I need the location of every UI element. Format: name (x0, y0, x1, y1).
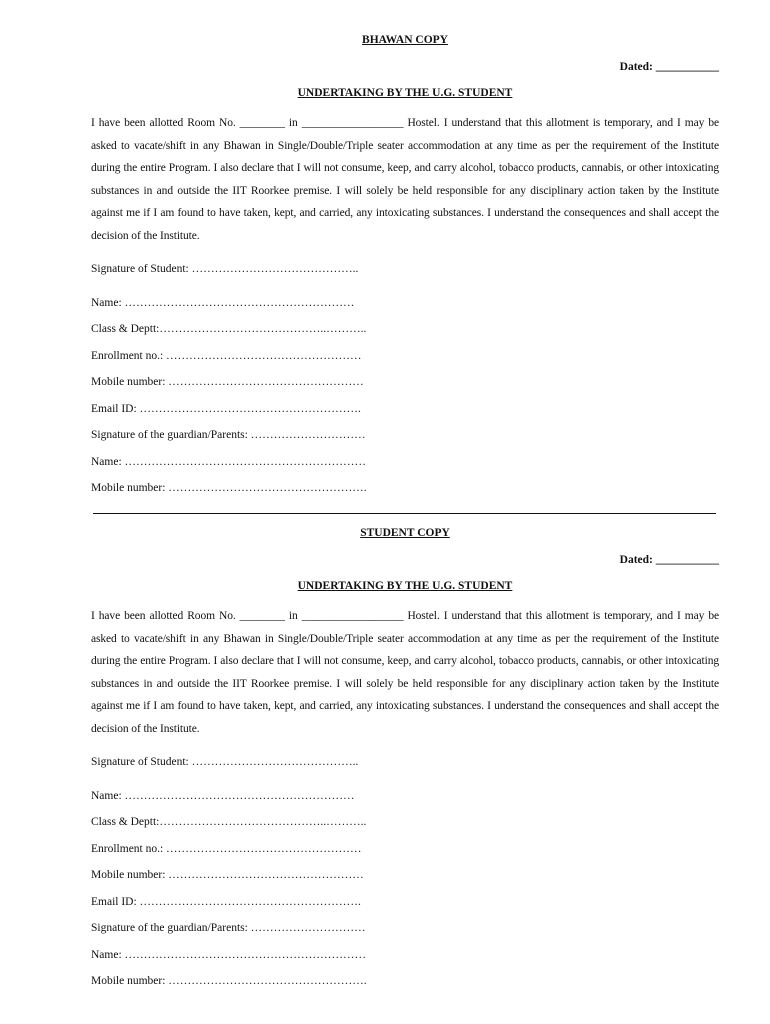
bhawan-undertaking-title: UNDERTAKING BY THE U.G. STUDENT (297, 87, 513, 99)
student-guardian-name-field: Name: ……………………………………………………… (91, 948, 367, 961)
bhawan-email-field: Email ID: …………………………………………………. (91, 402, 361, 415)
student-undertaking-text: I have been allotted Room No. ________ in __________________ Hostel. I understand that this allotment is temporary, and I may be asked to vacate/shift in any Bhawan in Single/Double/Triple seater accommodation at any time as per the requirement of the Institute during the entire Program. I also declare that I will not consume, keep, and carry alcohol, tobacco products, cannabis, or other intoxicating substances in and outside the IIT Roorkee premise. I will solely be held responsible for any disciplinary action taken by the Institute against me if I am found to have taken, kept, and carried, any intoxicating substances. I understand the consequences and shall accept the decision of the Institute. (91, 610, 719, 735)
bhawan-guardian-mobile-field: Mobile number: ……………………………………………. (91, 482, 367, 494)
bhawan-name-field: Name: …………………………………………………… (91, 296, 355, 309)
student-copy-title: STUDENT COPY (360, 527, 450, 539)
student-copy-section (91, 526, 719, 995)
student-signature-guardian: Signature of the guardian/Parents: ………………………… (91, 922, 366, 934)
bhawan-mobile-field: Mobile number: …………………………………………… (91, 376, 364, 388)
bhawan-guardian-name-field: Name: ……………………………………………………… (91, 455, 367, 468)
bhawan-class-deptt-field: Class & Deptt:……………………………………..……….. (91, 323, 367, 335)
student-mobile-field: Mobile number: …………………………………………… (91, 869, 364, 881)
student-email-field: Email ID: …………………………………………………. (91, 895, 361, 908)
student-name-field: Name: …………………………………………………… (91, 789, 355, 802)
bhawan-signature-student: Signature of Student: …………………………………….. (91, 263, 359, 275)
bhawan-enrollment-field: Enrollment no.: …………………………………………… (91, 349, 362, 362)
student-class-deptt-field: Class & Deptt:……………………………………..……….. (91, 816, 367, 828)
student-enrollment-field: Enrollment no.: …………………………………………… (91, 842, 362, 855)
student-undertaking-title: UNDERTAKING BY THE U.G. STUDENT (297, 580, 513, 592)
student-signature-student: Signature of Student: …………………………………….. (91, 756, 359, 768)
bhawan-copy-section (91, 33, 719, 502)
student-fields (91, 749, 719, 995)
bhawan-dated-field: Dated: ___________ (619, 61, 719, 73)
section-divider (93, 513, 716, 514)
bhawan-copy-title: BHAWAN COPY (362, 34, 448, 46)
bhawan-fields (91, 256, 719, 502)
bhawan-signature-guardian: Signature of the guardian/Parents: ………………………… (91, 429, 366, 441)
bhawan-undertaking-text: I have been allotted Room No. ________ in __________________ Hostel. I understand that this allotment is temporary, and I may be asked to vacate/shift in any Bhawan in Single/Double/Triple seater accommodation at any time as per the requirement of the Institute during the entire Program. I also declare that I will not consume, keep, and carry alcohol, tobacco products, cannabis, or other intoxicating substances in and outside the IIT Roorkee premise. I will solely be held responsible for any disciplinary action taken by the Institute against me if I am found to have taken, kept, and carried, any intoxicating substances. I understand the consequences and shall accept the decision of the Institute. (91, 117, 719, 242)
student-dated-field: Dated: ___________ (619, 554, 719, 566)
student-guardian-mobile-field: Mobile number: ……………………………………………. (91, 975, 367, 987)
